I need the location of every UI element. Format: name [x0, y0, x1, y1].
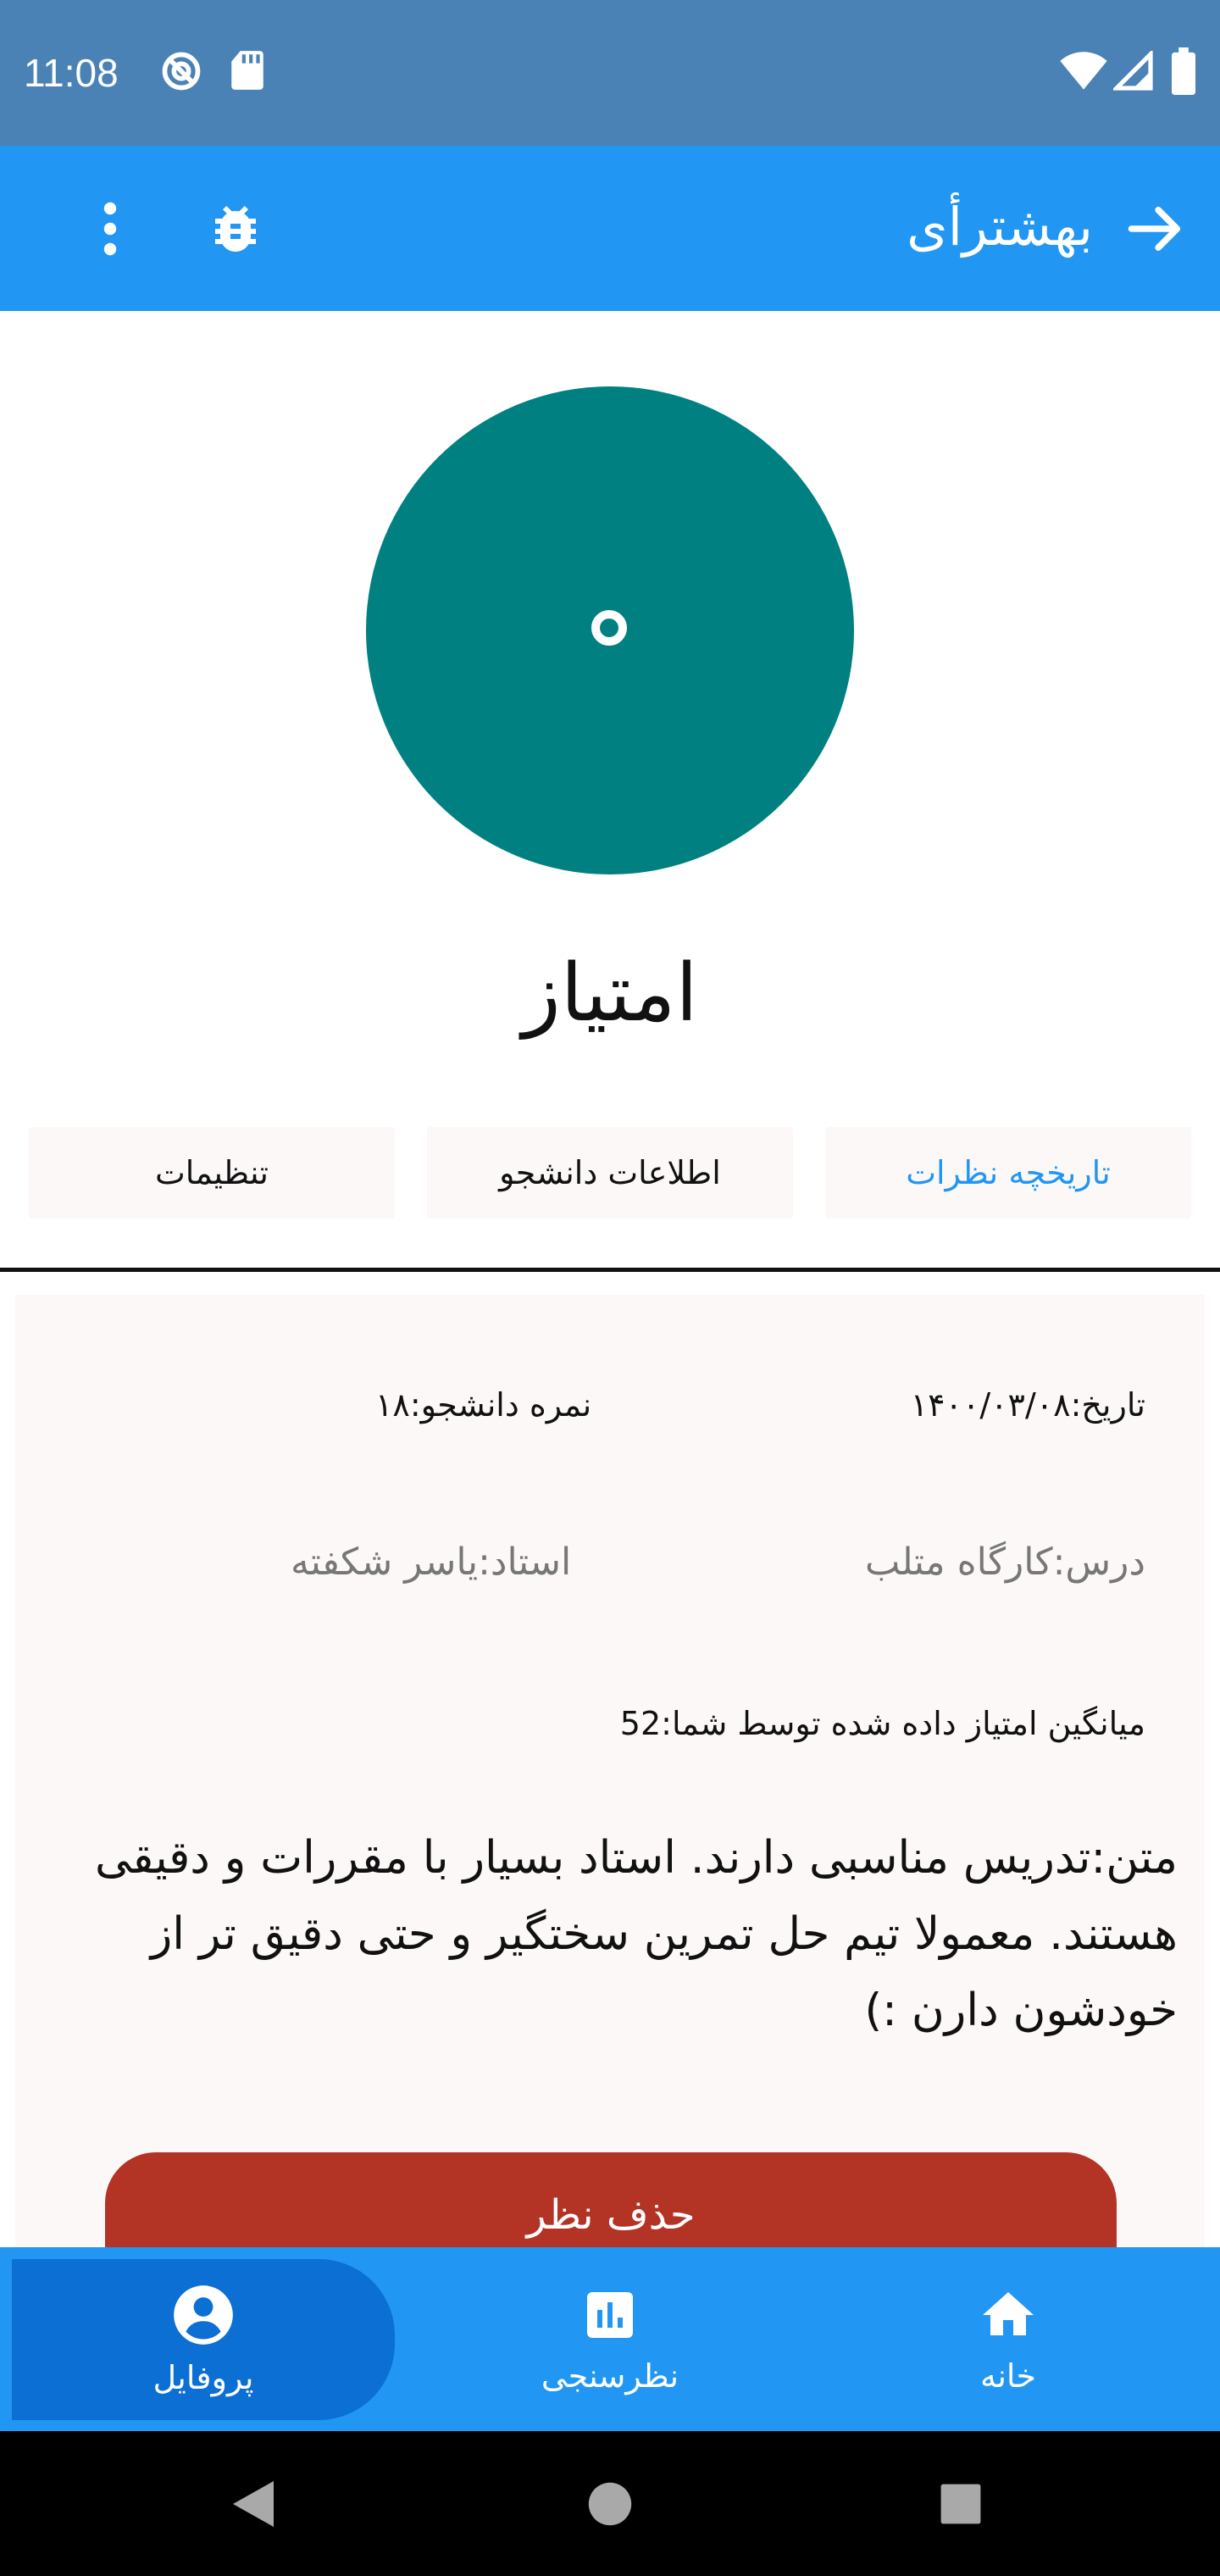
- nav-home[interactable]: [809, 2247, 1207, 2431]
- poll-icon: [580, 2285, 640, 2346]
- nav-home-label: خانه: [979, 2357, 1037, 2395]
- home-icon: [978, 2285, 1039, 2346]
- do-not-disturb-icon: [159, 49, 203, 93]
- average-rating: میانگین امتیاز داده شده توسط شما:52: [619, 1705, 1145, 1742]
- back-arrow-icon[interactable]: [1123, 197, 1188, 261]
- nav-poll[interactable]: [411, 2247, 809, 2431]
- student-grade: نمره دانشجو:۱۸: [375, 1386, 592, 1424]
- status-time: 11:08: [24, 51, 119, 95]
- wifi-icon: [1059, 51, 1108, 92]
- app-bar: [0, 146, 1220, 311]
- comment-date: تاریخ:۱۴۰۰/۰۳/۰۸: [910, 1386, 1145, 1424]
- tab-comment-history[interactable]: تاریخچه نظرات: [825, 1127, 1191, 1219]
- comment-text: متن:تدریس مناسبی دارند. استاد بسیار با مقررات و دقیقی هستند. معمولا تیم حل تمرین سختگیر و حتی دقیق تر از خودشون دارن :): [94, 1832, 1178, 2036]
- system-recents-icon[interactable]: [939, 2482, 983, 2526]
- tab-student-info[interactable]: اطلاعات دانشجو: [427, 1127, 793, 1219]
- course-name: درس:کارگاه متلب: [865, 1541, 1145, 1584]
- tab-settings[interactable]: تنظیمات: [29, 1127, 395, 1219]
- bug-icon[interactable]: [205, 198, 266, 259]
- app-title: بهشترأی: [907, 196, 1093, 258]
- more-vert-icon[interactable]: [90, 198, 130, 259]
- nav-profile-label: پروفایل: [152, 2359, 254, 2396]
- nav-poll-label: نظرسنجی: [541, 2357, 679, 2395]
- avatar: [366, 386, 854, 874]
- account-circle-icon: [171, 2283, 236, 2347]
- profile-name: امتیاز: [522, 947, 698, 1040]
- professor-name: استاد:یاسر شکفته: [291, 1541, 572, 1584]
- delete-comment-button[interactable]: حذف نظر: [105, 2152, 1117, 2252]
- nav-profile[interactable]: [12, 2259, 395, 2420]
- signal-icon: [1113, 51, 1154, 92]
- comment-card: [15, 1295, 1205, 2252]
- system-nav-bar: [0, 2431, 1220, 2576]
- bottom-nav: [0, 2247, 1220, 2431]
- status-bar: [0, 0, 1220, 146]
- tabs-divider: [0, 1268, 1220, 1272]
- system-home-icon[interactable]: [586, 2480, 634, 2528]
- system-back-icon[interactable]: [230, 2479, 276, 2529]
- avatar-center-dot: [591, 610, 627, 646]
- battery-icon: [1171, 47, 1196, 95]
- sd-card-icon: [229, 49, 266, 92]
